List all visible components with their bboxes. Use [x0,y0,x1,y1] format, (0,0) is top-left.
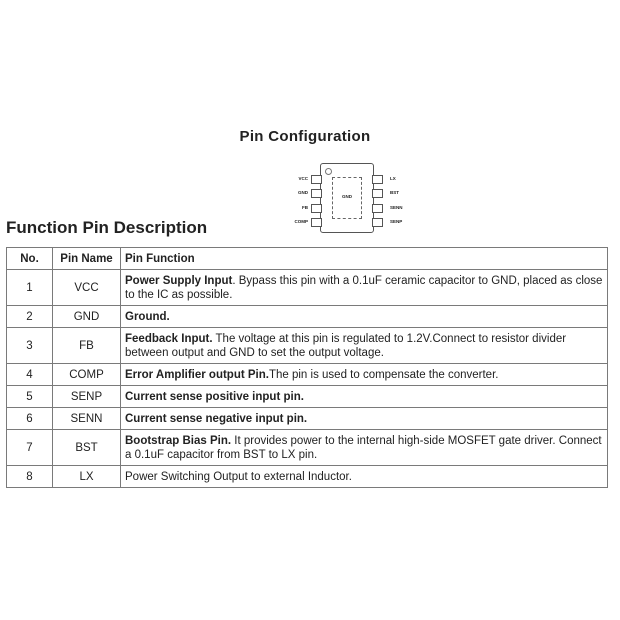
header-no: No. [7,248,53,270]
table-row [7,430,608,466]
pin-function [121,466,608,488]
pin-6-label: SENN [390,205,403,210]
pin-name: VCC [53,270,121,306]
pin-number: 8 [7,466,53,488]
pin-function-bold: Error Amplifier output Pin. [125,368,269,381]
pin-number: 7 [7,430,53,466]
pin-function-text: The pin is used to compensate the converter. [268,368,499,381]
table-row [7,364,608,386]
pin-7 [372,189,383,198]
pin-function [121,430,608,466]
pin-name: COMP [53,364,121,386]
pin-number: 3 [7,328,53,364]
pin-function-bold: Current sense positive input pin. [125,390,304,403]
table-row [7,270,608,306]
exposed-pad [332,177,362,219]
pin-function [121,364,608,386]
pin-configuration-title: Pin Configuration [239,128,371,145]
header-pin-function: Pin Function [121,248,608,270]
ic-pinout-diagram [280,160,420,240]
pin-function-text: It provides power to the internal high-side MOSFET gate driver. Connect a 0.1uF capacitor from BST to LX pin. [125,434,602,461]
pin-2 [311,189,322,198]
pin-function [121,270,608,306]
pin-7-label: BST [390,190,399,195]
table-row [7,386,608,408]
pin-function [121,328,608,364]
exposed-pad-label: GND [342,194,352,199]
pin-name: FB [53,328,121,364]
table-row [7,466,608,488]
pin-function-bold: Current sense negative input pin. [125,412,308,425]
pin-name: GND [53,306,121,328]
pin-4-label: COMP [294,219,308,224]
table-row [7,328,608,364]
pin-5-label: SENP [390,219,403,224]
ic-package-outline [320,163,374,233]
pin-function [121,386,608,408]
pin-2-label: GND [298,190,308,195]
pin-number: 5 [7,386,53,408]
pin-function-text: The voltage at this pin is regulated to 1.2V.Connect to resistor divider between output and GND to set the output voltage. [125,332,567,359]
pin-function [121,408,608,430]
pin-name: BST [53,430,121,466]
pin-number: 6 [7,408,53,430]
pin-function-bold: Power Supply Input [125,274,233,287]
pin-1 [311,175,322,184]
pin-function-bold: Ground. [125,310,170,323]
pin-function-text: . Bypass this pin with a 0.1uF ceramic capacitor to GND, placed as close to the IC as possible. [125,274,603,301]
pin-name: SENN [53,408,121,430]
pin-5 [372,218,383,227]
pin-8-label: LX [390,176,396,181]
pin-function-table [6,247,608,488]
pin-function-bold: Bootstrap Bias Pin. [125,434,232,447]
header-pin-name: Pin Name [53,248,121,270]
pin-1-label: VCC [298,176,308,181]
pin1-marker-icon [325,168,332,175]
table-header-row [7,248,608,270]
pin-number: 4 [7,364,53,386]
pin-function-text: Power Switching Output to external Inductor. [125,470,352,483]
pin-function [121,306,608,328]
pin-number: 2 [7,306,53,328]
pin-name: SENP [53,386,121,408]
table-row [7,408,608,430]
pin-3 [311,204,322,213]
pin-name: LX [53,466,121,488]
pin-function-bold: Feedback Input. [125,332,213,345]
pin-number: 1 [7,270,53,306]
table-row [7,306,608,328]
pin-4 [311,218,322,227]
pin-8 [372,175,383,184]
pin-3-label: FB [302,205,308,210]
pin-6 [372,204,383,213]
function-pin-description-title: Function Pin Description [6,218,208,237]
